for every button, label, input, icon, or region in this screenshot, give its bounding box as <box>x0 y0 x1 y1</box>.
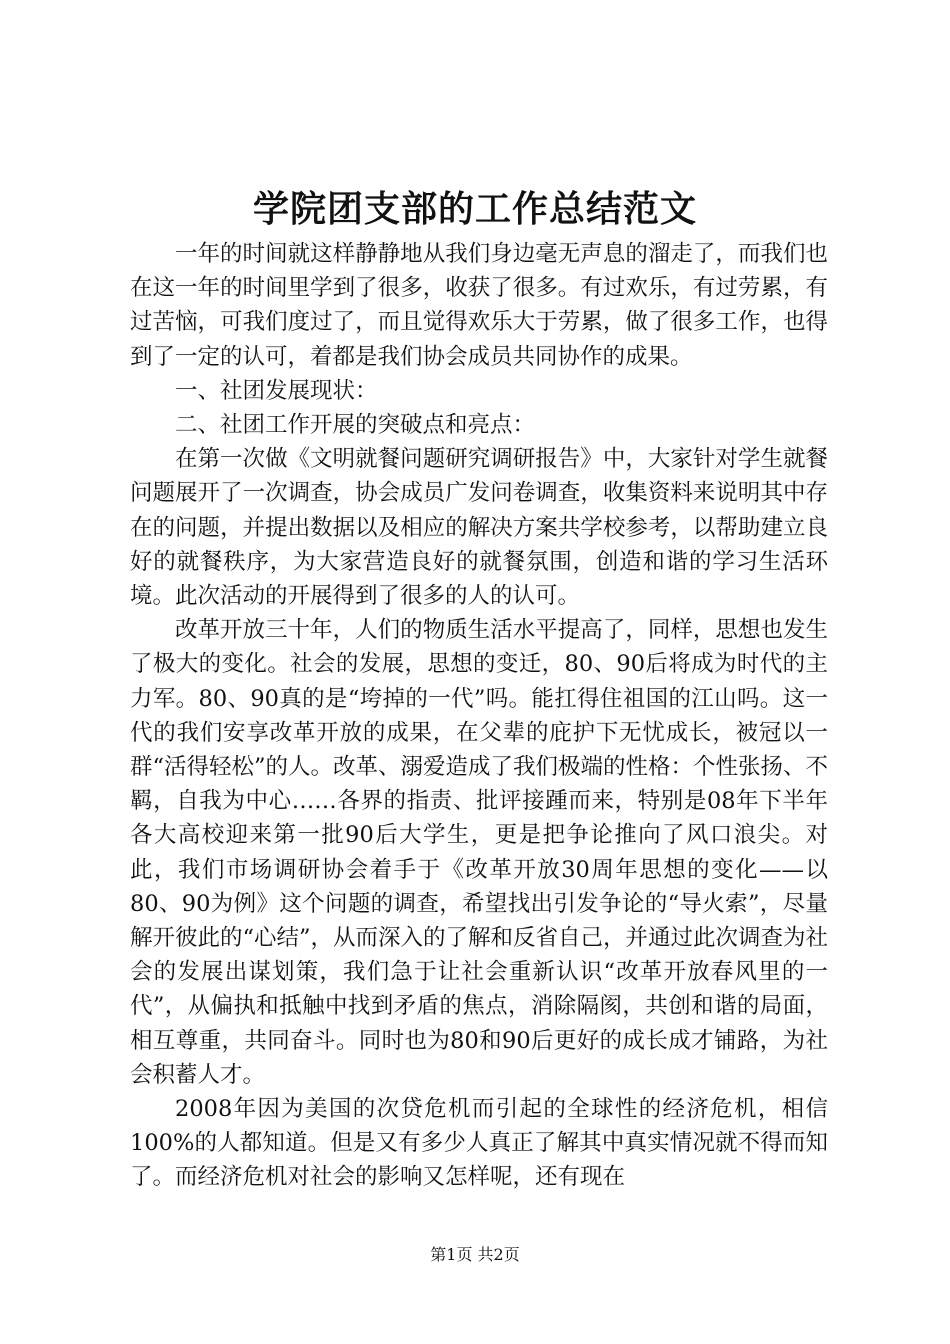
section-heading: 二、社团工作开展的突破点和亮点： <box>175 412 536 439</box>
document-title: 学院团支部的工作总结范文 <box>252 188 697 230</box>
page-number-footer: 第1页 共2页 <box>430 1245 520 1264</box>
paragraph: 2008年因为美国的次贷危机而引起的全球性的经济危机，相信100%的人都知道。但是又有多少人真正了解其中真实情况就不得而知了。而经济危机对社会的影响又怎样呢，还有现在 <box>130 1096 828 1191</box>
paragraph: 改革开放三十年，人们的物质生活水平提高了，同样，思想也发生了极大的变化。社会的发展，思想的变迁，80、90后将成为时代的主力军。80、90真的是“垮掉的一代”吗。能扛得住祖国的江山吗。这一代的我们安享改革开放的成果，在父辈的庇护下无忧成长，被冠以一群“活得轻松”的人。改革、溺爱造成了我们极端的性格：个性张扬、不羁，自我为中心……各界的指责、批评接踵而来，特别是08年下半年各大高校迎来第一批90后大学生，更是把争论推向了风口浪尖。对此，我们市场调研协会着手于《改革开放30周年思想的变化——以80、90为例》这个问题的调查，希望找出引发争论的“导火索”，尽量解开彼此的“心结”，从而深入的了解和反省自己，并通过此次调查为社会的发展出谋划策，我们急于让社会重新认识“改革开放春风里的一代”，从偏执和抵触中找到矛盾的焦点，消除隔阂，共创和谐的局面，相互尊重，共同奋斗。同时也为80和90后更好的成长成才铺路，为社会积蓄人才。 <box>130 617 829 1088</box>
document-body <box>130 237 828 1195</box>
paragraph: 一年的时间就这样静静地从我们身边毫无声息的溜走了，而我们也在这一年的时间里学到了很多，收获了很多。有过欢乐，有过劳累，有过苦恼，可我们度过了，而且觉得欢乐大于劳累，做了很多工作，也得到了一定的认可，着都是我们协会成员共同协作的成果。 <box>130 241 828 370</box>
paragraph: 在第一次做《文明就餐问题研究调研报告》中，大家针对学生就餐问题展开了一次调查，协会成员广发问卷调查，收集资料来说明其中存在的问题，并提出数据以及相应的解决方案共学校参考，以帮助建立良好的就餐秩序，为大家营造良好的就餐氛围，创造和谐的学习生活环境。此次活动的开展得到了很多的人的认可。 <box>130 446 828 610</box>
section-heading: 一、社团发展现状： <box>175 377 378 404</box>
